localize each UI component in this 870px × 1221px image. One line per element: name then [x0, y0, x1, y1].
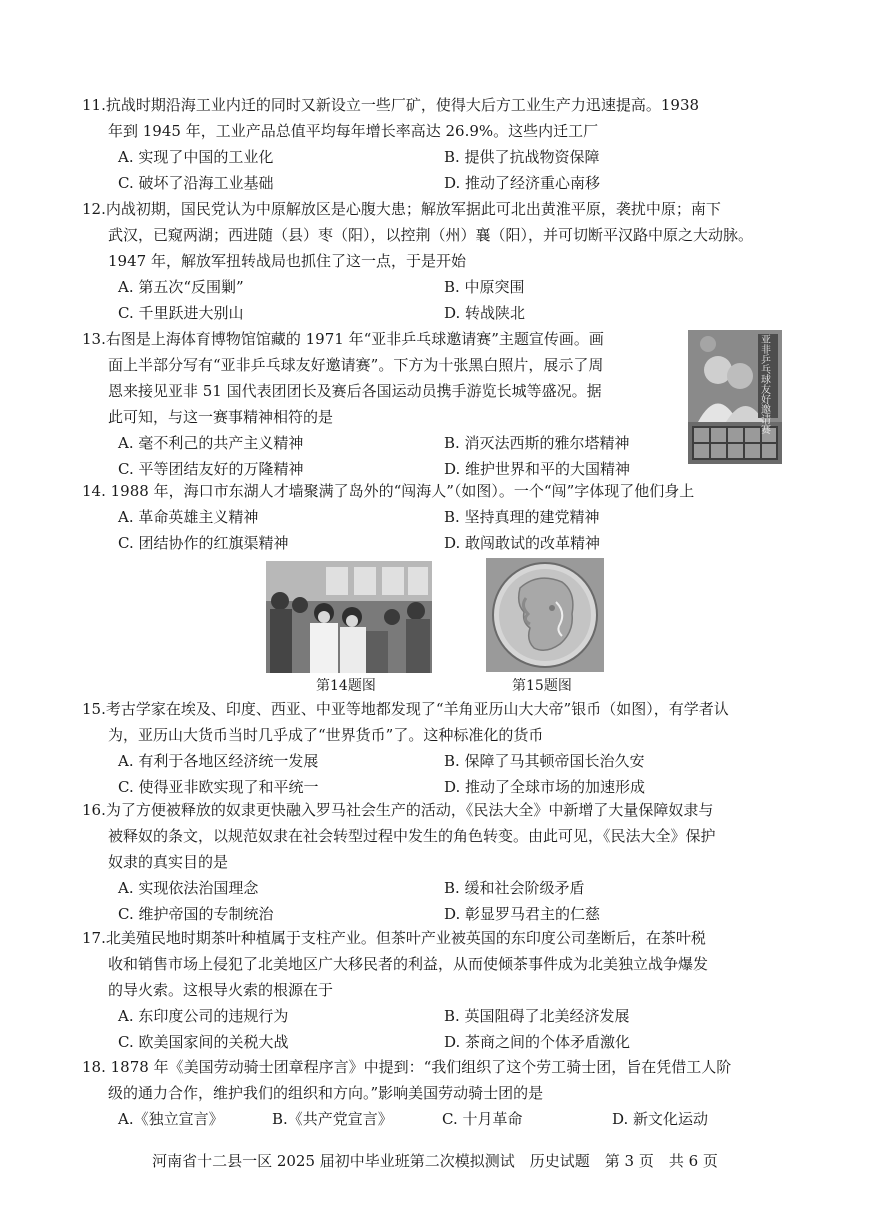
option-a: A. 毫不利己的共产主义精神	[118, 434, 304, 452]
question-18	[82, 1054, 802, 1132]
option-c: C. 破坏了沿海工业基础	[118, 174, 274, 192]
question-stem-line: 16.为了方便被释放的奴隶更快融入罗马社会生产的活动，《民法大全》中新增了大量保障奴隶与	[82, 801, 714, 819]
question-stem-line: 的导火索。这根导火索的根源在于	[108, 981, 334, 999]
option-d: D. 新文化运动	[612, 1110, 709, 1128]
option-a: A. 第五次“反围剿”	[118, 278, 244, 296]
table-tennis-poster-image	[688, 330, 782, 464]
question-stem-line: 13.右图是上海体育博物馆馆藏的 1971 年“亚非乒乓球邀请赛”主题宣传画。画	[82, 330, 604, 348]
option-a: A. 革命英雄主义精神	[118, 508, 259, 526]
option-c: C. 团结协作的红旗渠精神	[118, 534, 289, 552]
option-d: D. 转战陕北	[444, 304, 526, 322]
figure-15-caption: 第15题图	[512, 678, 572, 694]
option-c: C. 使得亚非欧实现了和平统一	[118, 778, 319, 796]
option-d: D. 彰显罗马君主的仁慈	[444, 905, 601, 923]
option-b: B. 英国阻碍了北美经济发展	[444, 1007, 630, 1025]
question-17	[82, 925, 802, 1055]
page-footer: 河南省十二县一区 2025 届初中毕业班第二次模拟测试 历史试题 第 3 页 共 6 页	[152, 1152, 718, 1170]
question-15	[82, 696, 802, 800]
option-a: A. 实现了中国的工业化	[118, 148, 274, 166]
question-stem-line: 奴隶的真实目的是	[108, 853, 229, 871]
option-c: C. 平等团结友好的万隆精神	[118, 460, 304, 478]
question-stem-line: 14. 1988 年，海口市东湖人才墙聚满了岛外的“闯海人”（如图）。一个“闯”字体现了他们身上	[82, 482, 695, 500]
question-stem-line: 收和销售市场上侵犯了北美地区广大移民者的利益，从而使倾茶事件成为北美独立战争爆发	[108, 955, 709, 973]
option-a: A.《独立宣言》	[118, 1110, 224, 1128]
question-stem-line: 11.抗战时期沿海工业内迁的同时又新设立一些厂矿，使得大后方工业生产力迅速提高。1938	[82, 96, 700, 114]
question-12	[82, 196, 802, 326]
option-b: B. 消灭法西斯的雅尔塔精神	[444, 434, 630, 452]
option-d: D. 敢闯敢试的改革精神	[444, 534, 601, 552]
option-b: B. 缓和社会阶级矛盾	[444, 879, 585, 897]
question-16	[82, 797, 802, 927]
question-stem-line: 面上半部分写有“亚非乒乓球友好邀请赛”。下方为十张黑白照片，展示了周	[108, 356, 604, 374]
option-d: D. 维护世界和平的大国精神	[444, 460, 631, 478]
question-stem-line: 15.考古学家在埃及、印度、西亚、中亚等地都发现了“羊角亚历山大大帝”银币（如图），有学者认	[82, 700, 729, 718]
question-stem-line: 12.内战初期，国民党认为中原解放区是心腹大患；解放军据此可北出黄淮平原，袭扰中原；南下	[82, 200, 721, 218]
question-stem-line: 此可知，与这一赛事精神相符的是	[108, 408, 334, 426]
option-b: B.《共产党宣言》	[272, 1110, 393, 1128]
poster-title-text: 亚非乒乓球友好邀请赛	[761, 335, 771, 436]
question-14	[82, 478, 802, 556]
question-stem-line: 17.北美殖民地时期茶叶种植属于支柱产业。但茶叶产业被英国的东印度公司垄断后，在茶叶税	[82, 929, 706, 947]
option-c: C. 千里跃进大别山	[118, 304, 244, 322]
option-c: C. 十月革命	[442, 1110, 523, 1128]
question-stem-line: 级的通力合作，维护我们的组织和方向。”影响美国劳动骑士团的是	[108, 1084, 544, 1102]
option-d: D. 茶商之间的个体矛盾激化	[444, 1033, 631, 1051]
question-stem-line: 武汉，已窥两湖；西进随（县）枣（阳），以控荆（州）襄（阳），并可切断平汉路中原之大动脉。	[108, 226, 754, 244]
option-d: D. 推动了经济重心南移	[444, 174, 601, 192]
question-11	[82, 92, 802, 196]
haikou-talent-wall-photo	[266, 561, 432, 673]
question-stem-line: 被释奴的条文，以规范奴隶在社会转型过程中发生的角色转变。由此可见，《民法大全》保护	[108, 827, 716, 845]
question-stem-line: 1947 年，解放军扭转战局也抓住了这一点，于是开始	[108, 252, 466, 270]
option-b: B. 提供了抗战物资保障	[444, 148, 600, 166]
alexander-silver-coin-photo	[486, 558, 604, 672]
question-stem-line: 18. 1878 年《美国劳动骑士团章程序言》中提到：“我们组织了这个劳工骑士团，旨在凭借工人阶	[82, 1058, 732, 1076]
option-b: B. 坚持真理的建党精神	[444, 508, 600, 526]
option-c: C. 欧美国家间的关税大战	[118, 1033, 289, 1051]
option-b: B. 保障了马其顿帝国长治久安	[444, 752, 645, 770]
question-stem-line: 恩来接见亚非 51 国代表团团长及赛后各国运动员携手游览长城等盛况。据	[108, 382, 602, 400]
option-c: C. 维护帝国的专制统治	[118, 905, 274, 923]
option-a: A. 有利于各地区经济统一发展	[118, 752, 319, 770]
option-a: A. 实现依法治国理念	[118, 879, 259, 897]
option-b: B. 中原突围	[444, 278, 525, 296]
option-a: A. 东印度公司的违规行为	[118, 1007, 289, 1025]
question-stem-line: 为，亚历山大货币当时几乎成了“世界货币”了。这种标准化的货币	[108, 726, 544, 744]
question-stem-line: 年到 1945 年，工业产品总值平均每年增长率高达 26.9%。这些内迁工厂	[108, 122, 599, 140]
figure-14-caption: 第14题图	[316, 678, 376, 694]
option-d: D. 推动了全球市场的加速形成	[444, 778, 646, 796]
